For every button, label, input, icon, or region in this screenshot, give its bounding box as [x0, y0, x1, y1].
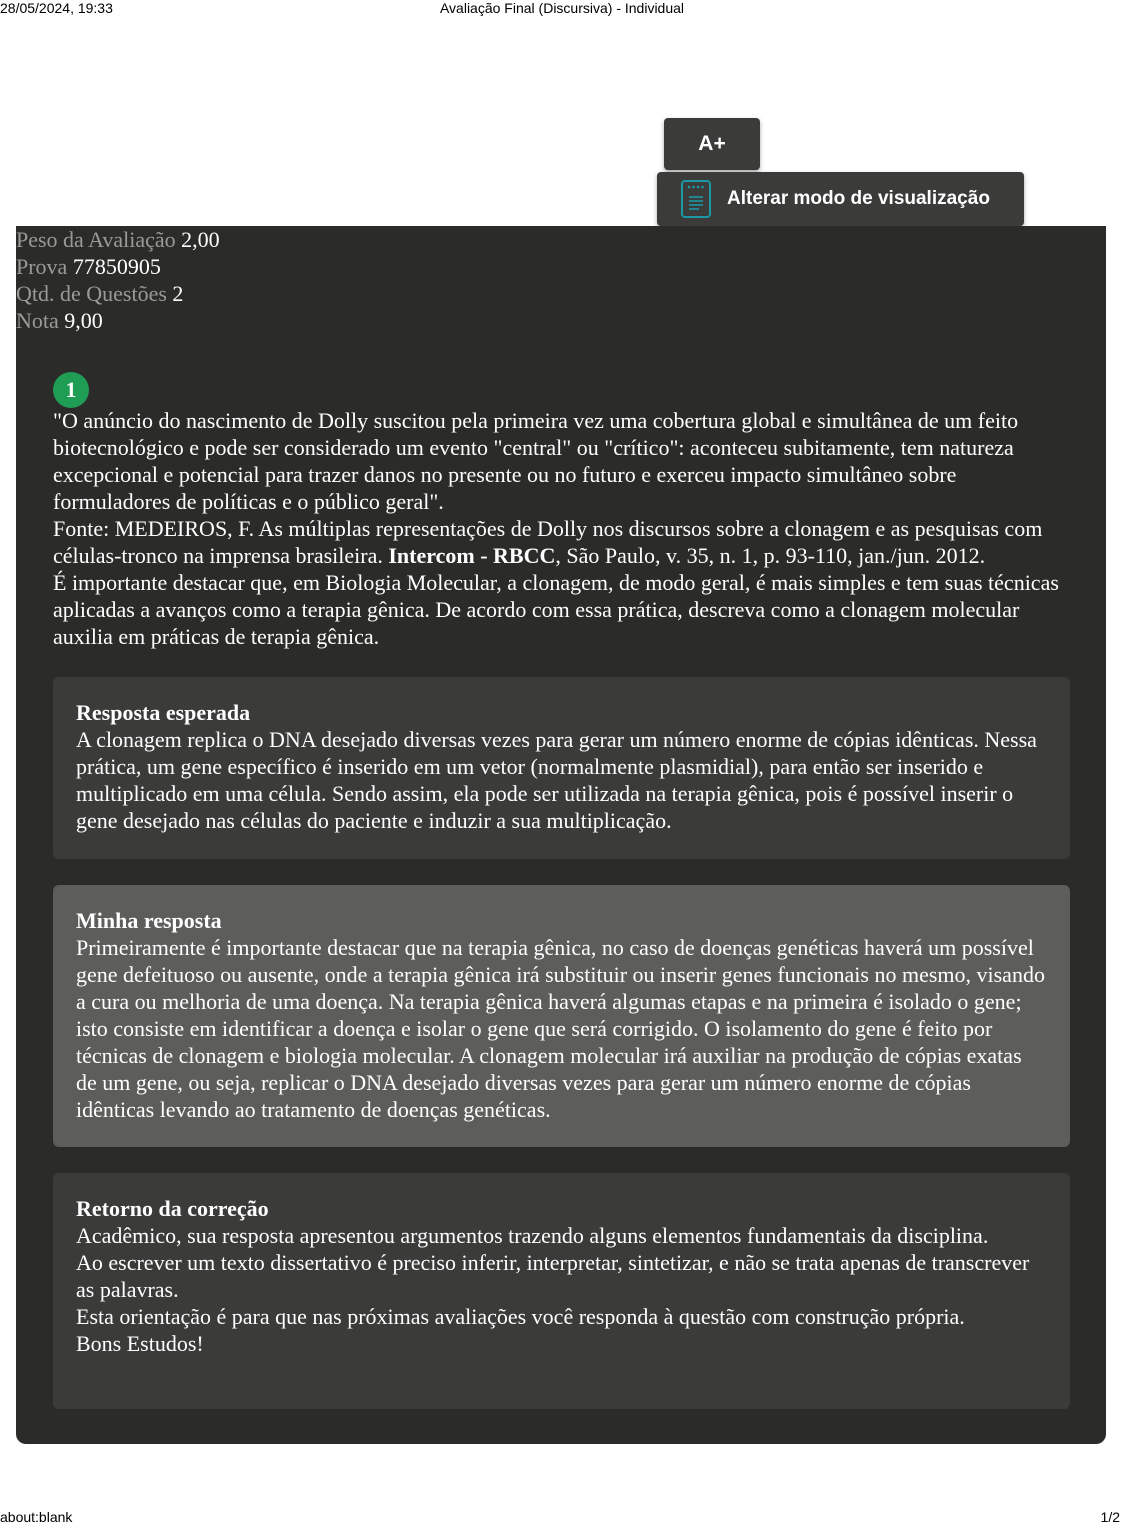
question-prompt: É importante destacar que, em Biologia Molecular, a clonagem, de modo geral, é mais simples e tem suas técnicas aplicadas a avanços como a terapia gênica. De acordo com essa prática, descreva como a clonagem molecular auxilia em práticas de terapia gênica. [53, 570, 1059, 649]
print-page-title: Avaliação Final (Discursiva) - Individual [439, 0, 685, 16]
question-number-badge: 1 [53, 372, 89, 408]
font-increase-label: A+ [698, 132, 726, 155]
exam-info-panel [16, 226, 1106, 334]
question-card [16, 334, 1106, 1444]
source-prefix: Fonte: MEDEIROS, F. As múltiplas representações de Dolly nos discursos sobre a clonagem e as pesquisas com células-tronco na imprensa brasileira. [53, 516, 1043, 568]
print-page-number: 1/2 [1100, 1509, 1120, 1525]
feedback-title: Retorno da correção [76, 1196, 269, 1221]
feedback-box [53, 1173, 1070, 1409]
grade-row [16, 307, 1106, 334]
questions-label: Qtd. de Questões [16, 281, 167, 306]
print-url: about:blank [0, 1509, 73, 1525]
exam-value: 77850905 [72, 254, 161, 279]
document-icon [681, 180, 711, 218]
source-journal: Intercom - RBCC [388, 543, 556, 568]
expected-answer-box [53, 677, 1070, 859]
view-mode-label: Alterar modo de visualização [727, 188, 990, 209]
questions-value: 2 [172, 281, 184, 306]
question-source [53, 515, 1073, 569]
my-answer-text: Primeiramente é importante destacar que na terapia gênica, no caso de doenças genéticas haverá um possível gene defeituoso ou ausente, onde a terapia gênica irá substituir ou inserir genes funcionais no mesmo, visando a cura ou melhoria de uma doença. Na terapia gênica haverá algumas etapas e na primeira é isolado o gene; isto consiste em identificar a doença e isolar o gene que será corrigido. O isolamento do gene é feito por técnicas de clonagem e biologia molecular. A clonagem molecular irá auxiliar na produção de cópias exatas de um gene, ou seja, replicar o DNA desejado diversas vezes para gerar um número enorme de cópias idênticas levando ao tratamento de doenças genéticas. [76, 935, 1045, 1122]
grade-label: Nota [16, 308, 59, 333]
exam-label: Prova [16, 254, 68, 279]
questions-row [16, 280, 1106, 307]
source-suffix: , São Paulo, v. 35, n. 1, p. 93-110, jan./jun. 2012. [555, 543, 986, 568]
weight-label: Peso da Avaliação [16, 227, 176, 252]
weight-value: 2,00 [181, 227, 220, 252]
feedback-line-2: Ao escrever um texto dissertativo é preciso inferir, interpretar, sintetizar, e não se trata apenas de transcrever as palavras. [76, 1250, 1030, 1302]
exam-row [16, 253, 1106, 280]
grade-value: 9,00 [64, 308, 103, 333]
print-footer [0, 1509, 1124, 1527]
print-header [0, 0, 1124, 18]
question-quote: "O anúncio do nascimento de Dolly suscitou pela primeira vez uma cobertura global e simultânea de um feito biotecnológico e pode ser considerado um evento "central" ou "crítico": aconteceu subitamente, tem natureza excepcional e potencial para trazer danos no presente ou no futuro e exerceu impacto simultâneo sobre formuladores de políticas e o público geral". [53, 408, 1019, 514]
view-mode-button[interactable] [657, 172, 1024, 226]
weight-row [16, 226, 1106, 253]
font-increase-button[interactable] [664, 118, 760, 170]
feedback-line-3: Esta orientação é para que nas próximas avaliações você responda à questão com construção própria. [76, 1304, 965, 1329]
feedback-line-1: Acadêmico, sua resposta apresentou argumentos trazendo alguns elementos fundamentais da disciplina. [76, 1223, 989, 1248]
my-answer-box [53, 885, 1070, 1147]
my-answer-title: Minha resposta [76, 908, 222, 933]
print-datetime: 28/05/2024, 19:33 [0, 0, 113, 16]
expected-answer-text: A clonagem replica o DNA desejado diversas vezes para gerar um número enorme de cópias idênticas. Nessa prática, um gene específico é inserido em um vetor (normalmente plasmidial), para então ser inserido e multiplicado em uma célula. Sendo assim, ela pode ser utilizada na terapia gênica, pois é possível inserir o gene desejado nas células do paciente e induzir a sua multiplicação. [76, 727, 1037, 833]
expected-answer-title: Resposta esperada [76, 700, 251, 725]
question-statement [53, 407, 1073, 650]
feedback-line-4: Bons Estudos! [76, 1331, 204, 1356]
